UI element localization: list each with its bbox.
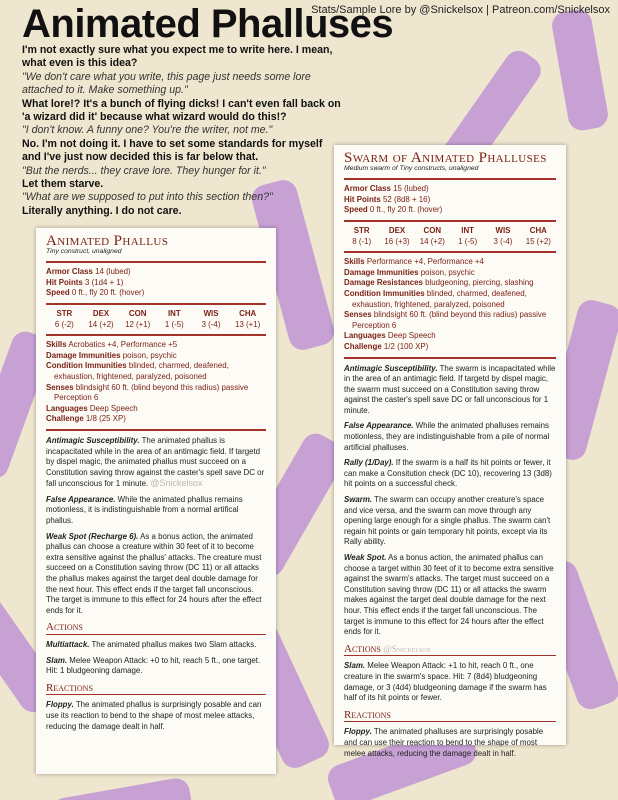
- actions-heading: Actions @Snickelsox: [344, 644, 556, 657]
- reaction: Floppy. The animated phallus is surprisingly posable and can use its reaction to bend to the shape of most melee attacks, reducing the damage dealt in half.: [46, 700, 262, 731]
- hit-points: Hit Points 52 (8d8 + 16): [344, 194, 431, 204]
- purple-shape: [49, 776, 195, 800]
- intro-line: I'm not exactly sure what you expect me to write here. I mean, what even is this idea?: [22, 44, 333, 70]
- ability-cha: CHA 15 (+2): [525, 225, 551, 246]
- hit-points: Hit Points 3 (1d4 + 1): [46, 277, 124, 287]
- purple-shape: [550, 7, 610, 132]
- divider: [344, 251, 556, 253]
- speed: Speed 0 ft., fly 20 ft. (hover): [46, 288, 145, 298]
- trait: Rally (1/Day). If the swarm is a half its hit points or fewer, it can make a Consitution check (DC 10), recovering 13 (3d8) hit points on a successful check.: [344, 458, 552, 489]
- prop-line: Senses blindsight 60 ft. (blind beyond this radius) passive Perception 6: [344, 310, 547, 330]
- ability-wis: WIS 3 (-4): [493, 225, 513, 246]
- creature-type: Tiny construct, unaligned: [46, 247, 122, 255]
- armor-class: Armor Class 15 (lubed): [344, 184, 429, 194]
- prop-line: Challenge 1/8 (25 XP): [46, 414, 126, 424]
- divider: [46, 261, 266, 263]
- creature-name: Animated Phallus: [46, 233, 169, 249]
- trait: False Appearance. While the animated phallus remains motionless, it is indistinguishable from a normal artifical phallus.: [46, 494, 243, 526]
- reactions-heading: Reactions: [46, 683, 266, 696]
- ability-dex: DEX 14 (+2): [88, 308, 114, 329]
- prop-line: Languages Deep Speech: [344, 331, 436, 341]
- actions-heading: Actions: [46, 622, 266, 635]
- creature-name: Swarm of Animated Phalluses: [344, 150, 547, 166]
- ability-con: CON 14 (+2): [419, 225, 445, 246]
- trait: Antimagic Susceptibility. The animated phallus is incapacitated while in the area of an antimagic field. If targetd by dispel magic, the animated phallus must succeed on a Constitution saving throw against the caster's spell save DC or fall unconscious for 1 minute. @Snickelsox: [46, 435, 265, 489]
- trait: Weak Spot. As a bonus action, the animated phallus can choose a target within 30 feet of it to become extra sensitive against the swarm's attacks. The target must succeed on a Constitution saving throw (DC 11) or all attacks the swarm makes against the target deal double damage for the next hour. This effect ends if the target fall unconscious. The target is immune to this effect for 24 hours after the effect ends for it.: [344, 553, 554, 637]
- ability-con: CON 12 (+1): [125, 308, 151, 329]
- divider: [344, 178, 556, 180]
- prop-line: Languages Deep Speech: [46, 403, 138, 413]
- statblock-swarm: [334, 145, 566, 758]
- divider: [46, 303, 266, 305]
- prop-line: Skills Acrobatics +4, Performance +5: [46, 340, 178, 350]
- intro-line: No. I'm not doing it. I have to set some standards for myself and I've just now decided this is far below that.: [22, 137, 323, 164]
- divider: [344, 220, 556, 222]
- trait: Weak Spot (Recharge 6). As a bonus action, the animated phallus can choose a creature within 30 feet of it to become extra sensitive against the phallus' attacks. The creature must succeed on a Constitution saving throw (DC 11) or all attacks the phallus makes against the target deal double damage for the next hour. This effect ends if the target fall unconscious. The target is immune to this effect for 24 hours after the effect ends for it.: [46, 531, 262, 615]
- divider: [344, 357, 556, 359]
- speed: Speed 0 ft., fly 20 ft. (hover): [344, 205, 443, 215]
- intro-line: What lore!? It's a bunch of flying dicks! I can't even fall back on 'a wizard did it' because what wizard would do this!?: [22, 97, 341, 124]
- ability-scores: [344, 226, 556, 247]
- armor-class: Armor Class 14 (lubed): [46, 267, 131, 277]
- watermark: @Snickelsox: [383, 643, 431, 654]
- intro-line: "What are we supposed to put into this section then?": [22, 191, 273, 204]
- prop-line: Damage Immunities poison, psychic: [46, 350, 177, 360]
- reaction: Floppy. The animated phalluses are surprisingly posable and can use their reaction to bend to the shape of most melee attacks, reducing the damage dealt in half.: [344, 727, 544, 758]
- intro-line: Literally anything. I do not care.: [22, 204, 182, 217]
- ability-str: STR 6 (-2): [54, 308, 74, 329]
- trait: Antimagic Susceptibility. The swarm is incapacitated while in the area of an antimagic field. If targetd by dispel magic, the swarm must succeed on a Constitution saving throw against the caster's spell save DC or fall unconscious for 1 minute.: [344, 363, 556, 415]
- ability-int: INT 1 (-5): [458, 225, 478, 246]
- intro-line: "I don't know. A funny one? You're the writer, not me.": [22, 124, 273, 137]
- prop-line: Skills Performance +4, Performance +4: [344, 257, 484, 267]
- intro-lore: [22, 44, 342, 218]
- divider: [46, 429, 266, 431]
- prop-line: Damage Resistances bludgeoning, piercing, slashing: [344, 278, 534, 288]
- page-title: Animated Phalluses: [22, 2, 394, 46]
- prop-line: Challenge 1/2 (100 XP): [344, 341, 429, 351]
- ability-wis: WIS 3 (-4): [201, 308, 221, 329]
- watermark: @Snickelsox: [150, 478, 203, 489]
- prop-line: Senses blindsight 60 ft. (blind beyond this radius) passive Perception 6: [46, 382, 249, 403]
- reactions-heading: Reactions: [344, 710, 556, 723]
- ability-int: INT 1 (-5): [164, 308, 184, 329]
- ability-dex: DEX 16 (+3): [384, 225, 410, 246]
- ability-cha: CHA 13 (+1): [235, 308, 261, 329]
- statblock-animated-phallus: [36, 228, 276, 774]
- prop-line: Condition Immunities blinded, charmed, deafened, exhaustion, frightened, paralyzed, poisoned: [46, 361, 229, 381]
- prop-line: Condition Immunities blinded, charmed, deafened, exhaustion, frightened, paralyzed, poisoned: [344, 288, 527, 309]
- action: Multiattack. The animated phallus makes two Slam attacks.: [46, 640, 257, 649]
- trait: False Appearance. While the animated phalluses remains motionless, they are indistinguishable from a pile of normal artificial phalluses.: [344, 421, 550, 452]
- action: Slam. Melee Weapon Attack: +0 to hit, reach 5 ft., one target. Hit: 1 bludgeoning damage.: [46, 655, 261, 676]
- creature-type: Medium swarm of Tiny constructs, unaligned: [344, 164, 479, 172]
- divider: [46, 334, 266, 336]
- ability-str: STR 8 (-1): [352, 225, 372, 246]
- intro-line: Let them starve.: [22, 178, 104, 191]
- intro-line: "But the nerds... they crave lore. They hunger for it.": [22, 164, 266, 177]
- credits: Stats/Sample Lore by @Snickelsox | Patreon.com/Snickelsox: [311, 4, 610, 16]
- action: Slam. Melee Weapon Attack: +1 to hit, reach 0 ft., one creature in the swarm's space. Hit: 7 (8d4) bludgeoning damage, or 3 (4d4) bludgeoning damage if the swarm has half of its hit points or fewer.: [344, 661, 547, 703]
- trait: Swarm. The swarm can occupy another creature's space and vice versa, and the swarm can move through any opening large enough for a single phallus. The swarm can't regain hit points or gain temporary hit points, except via its Rally ability.: [344, 495, 551, 547]
- ability-scores: [46, 309, 266, 330]
- prop-line: Damage Immunities poison, psychic: [344, 267, 475, 277]
- intro-line: "We don't care what you write, this page just needs some lore attached to it. Make something up.": [22, 70, 311, 97]
